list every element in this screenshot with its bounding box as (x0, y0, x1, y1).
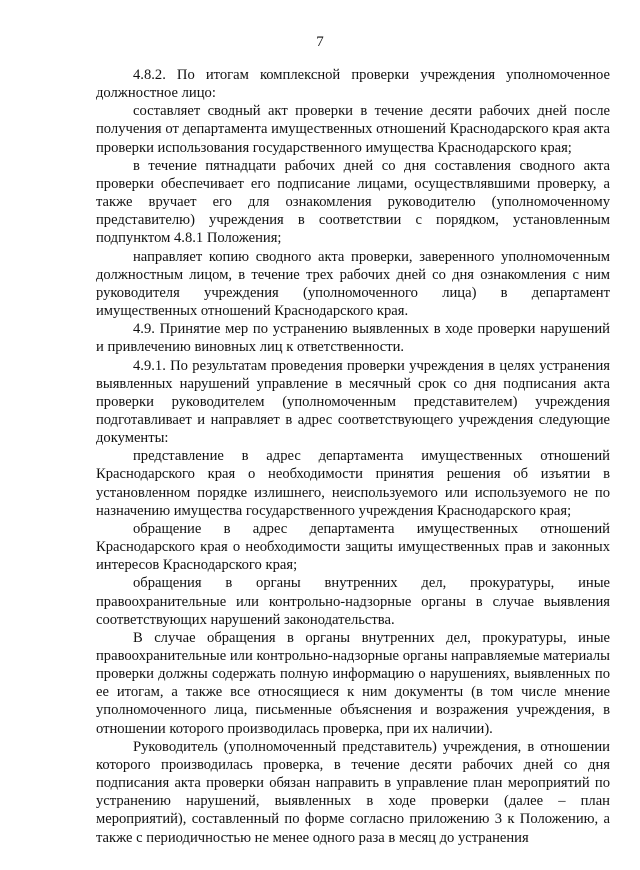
paragraph-4-9: 4.9. Принятие мер по устранению выявленных в ходе проверки нарушений и привлечению виновных лиц к ответственности. (96, 321, 610, 356)
paragraph-representation: представление в адрес департамента имущественных отношений Краснодарского края о необходимости принятия решения об изъятии в установленном порядке излишнего, неиспользуемого или используемого не по назначению имущества государственного учреждения Краснодарского края; (96, 448, 610, 519)
paragraph-4-9-1: 4.9.1. По результатам проведения проверки учреждения в целях устранения выявленных нарушений управление в месячный срок со дня подписания акта проверки руководителем (уполномоченным представителем) учреждения подготавливает и направляет в адрес соответствующего учреждения следующие документы: (96, 357, 610, 447)
paragraph-appeal-department: обращение в адрес департамента имущественных отношений Краснодарского края о необходимости защиты имущественных прав и законных интересов Краснодарского края; (96, 520, 610, 574)
body-text (96, 66, 610, 847)
page-number: 7 (316, 34, 324, 50)
paragraph-4-8-2: 4.8.2. По итогам комплексной проверки учреждения уполномоченное должностное лицо: (96, 67, 610, 102)
paragraph-action-plan: Руководитель (уполномоченный представитель) учреждения, в отношении которого производилась проверка, в течение десяти рабочих дней со дня подписания акта проверки обязан направить в управление план мероприятий по устранению нарушений, выявленных в ходе проверки (далее – план мероприятий), составленный по форме согласно приложению 3 к Положению, а также с периодичностью не менее одного раза в месяц до устранения (96, 738, 610, 846)
paragraph-signing: в течение пятнадцати рабочих дней со дня составления сводного акта проверки обеспечивает его подписание лицами, осуществлявшими проверку, а также вручает его для ознакомления руководителю (уполномоченному представителю) учреждения в соответствии с порядком, установленным подпунктом 4.8.1 Положения; (96, 157, 610, 247)
paragraph-summary-act: составляет сводный акт проверки в течение десяти рабочих дней после получения от департамента имущественных отношений Краснодарского края акта проверки использования государственного имущества Краснодарского края; (96, 103, 610, 156)
paragraph-materials: В случае обращения в органы внутренних дел, прокуратуры, иные правоохранительные или контрольно-надзорные органы направляемые материалы проверки должны содержать полную информацию о нарушениях, выявленных по ее итогам, а также все относящиеся к ним документы (в том числе мнение уполномоченного лица, письменные объяснения и возражения учреждения, в отношении которого производилась проверка, при их наличии). (96, 629, 610, 737)
paragraph-copy: направляет копию сводного акта проверки, заверенного уполномоченным должностным лицом, в течение трех рабочих дней со дня ознакомления с ним руководителя учреждения (уполномоченного лица) в департамент имущественных отношений Краснодарского края. (96, 248, 610, 320)
paragraph-appeal-authorities: обращения в органы внутренних дел, прокуратуры, иные правоохранительные или контрольно-надзорные органы в случае выявления соответствующих нарушений законодательства. (96, 575, 610, 628)
